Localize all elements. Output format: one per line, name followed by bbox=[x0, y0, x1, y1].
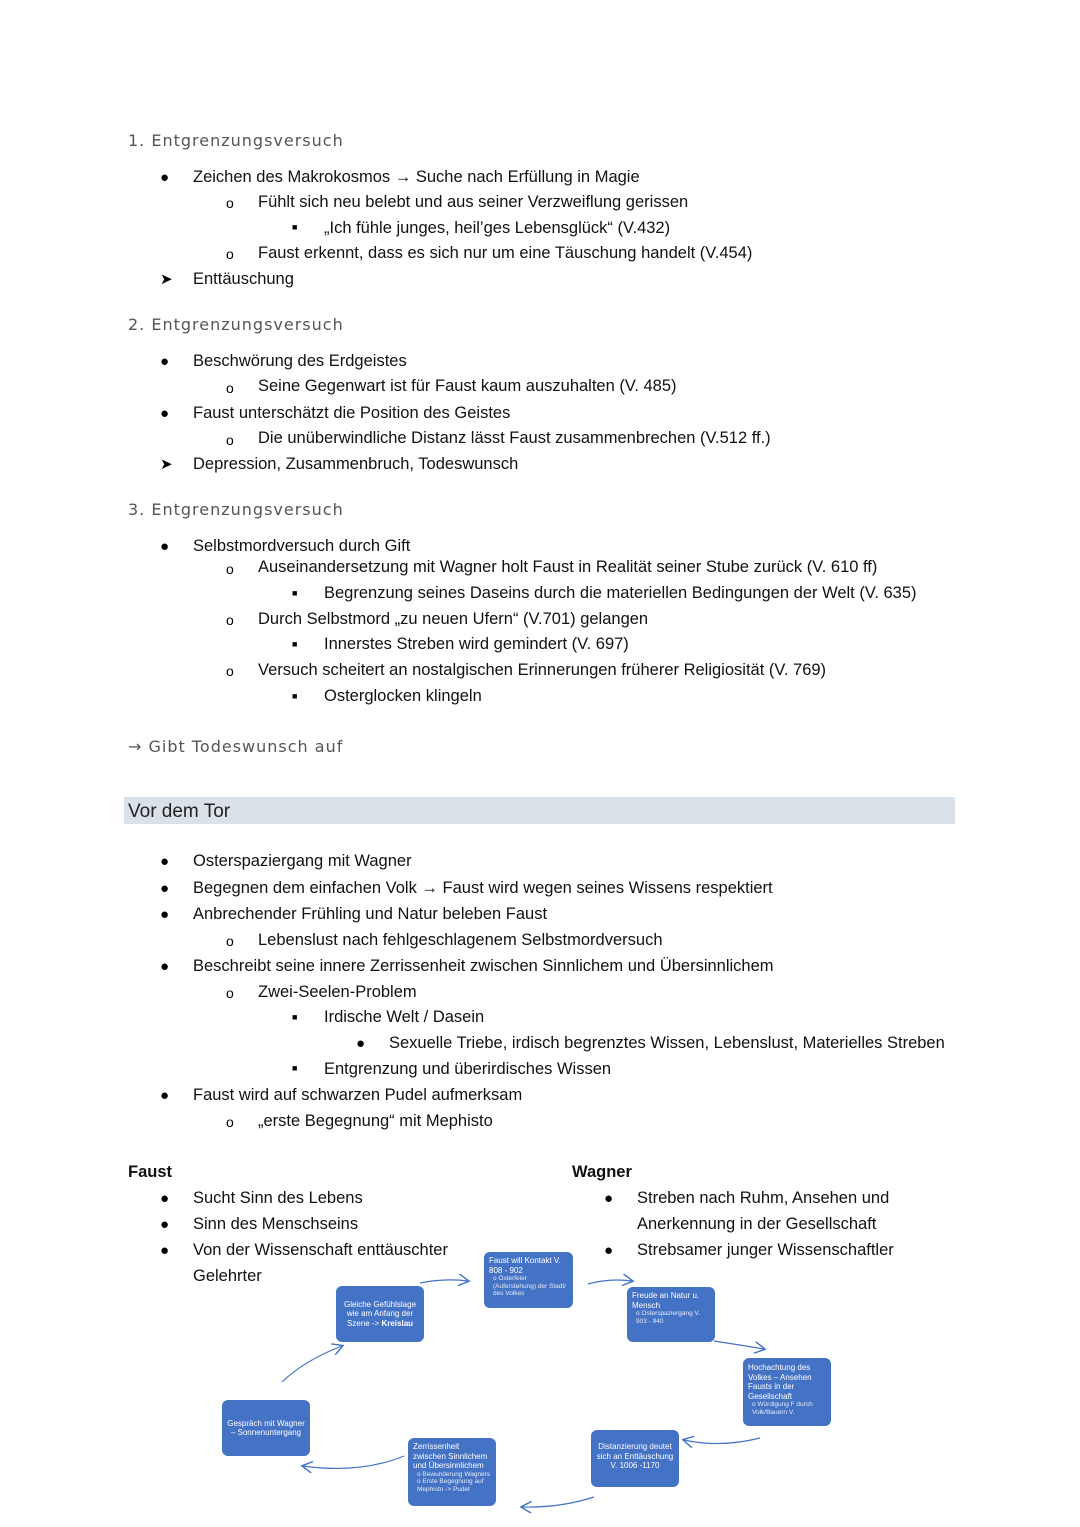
list-item: Zeichen des Makrokosmos → Suche nach Erfüllung in Magie bbox=[193, 168, 640, 186]
list-item: Osterglocken klingeln bbox=[324, 687, 482, 705]
list-item: Seine Gegenwart ist für Faust kaum auszuhalten (V. 485) bbox=[258, 377, 677, 395]
list-item: Enttäuschung bbox=[193, 270, 294, 288]
list-item: Durch Selbstmord „zu neuen Ufern“ (V.701) gelangen bbox=[258, 610, 649, 628]
list-item: Sinn des Menschseins bbox=[193, 1215, 359, 1233]
diagram-box-text: Gespräch mit Wagner – Sonnenuntergang bbox=[227, 1418, 305, 1437]
bullet-icon: ● bbox=[160, 169, 170, 186]
diagram-box-text: Faust will Kontakt V. 808 - 902 bbox=[489, 1256, 561, 1275]
list-item: Anbrechender Frühling und Natur beleben Faust bbox=[193, 905, 548, 923]
list-item-continued: Anerkennung in der Gesellschaft bbox=[637, 1215, 877, 1233]
list-item: Selbstmordversuch durch Gift bbox=[193, 537, 411, 555]
circle-bullet-icon: o bbox=[226, 933, 234, 949]
arrow-b2-b3 bbox=[420, 1280, 468, 1283]
diagram-box-subtext: o Erste Begegnung auf Mephisto -> Pudel bbox=[417, 1478, 484, 1493]
list-item: Zwei-Seelen-Problem bbox=[258, 983, 417, 1001]
circle-bullet-icon: o bbox=[226, 195, 234, 211]
arrow-bullet-icon: ➤ bbox=[160, 456, 173, 473]
diagram-box-subtext: o Osterspaziergang V. 903 - 940 bbox=[636, 1310, 701, 1325]
circle-bullet-icon: o bbox=[226, 1114, 234, 1130]
list-item: Beschwörung des Erdgeistes bbox=[193, 352, 407, 370]
list-item: Streben nach Ruhm, Ansehen und bbox=[637, 1189, 890, 1207]
bullet-icon: ● bbox=[160, 1087, 170, 1104]
list-item: Versuch scheitert an nostalgischen Erinnerungen früherer Religiosität (V. 769) bbox=[258, 661, 827, 679]
arrow-b6-b7 bbox=[522, 1497, 594, 1507]
bullet-icon: ● bbox=[160, 405, 170, 422]
circle-bullet-icon: o bbox=[226, 380, 234, 396]
arrow-b4-b5 bbox=[714, 1341, 764, 1349]
section1-heading: 1. Entgrenzungsversuch bbox=[128, 131, 344, 150]
arrow-b3-b4 bbox=[588, 1280, 632, 1284]
list-item: „erste Begegnung“ mit Mephisto bbox=[258, 1112, 493, 1130]
arrow-bullet-icon: ➤ bbox=[160, 271, 173, 288]
circle-bullet-icon: o bbox=[226, 432, 234, 448]
list-item: Von der Wissenschaft enttäuschter bbox=[193, 1241, 448, 1259]
list-item: Sucht Sinn des Lebens bbox=[193, 1189, 363, 1207]
list-item: Lebenslust nach fehlgeschlagenem Selbstmordversuch bbox=[258, 931, 663, 949]
bullet-icon: ● bbox=[160, 906, 170, 923]
circle-bullet-icon: o bbox=[226, 612, 234, 628]
faust-title: Faust bbox=[128, 1163, 173, 1181]
circle-bullet-icon: o bbox=[226, 663, 234, 679]
list-item: „Ich fühle junges, heil’ges Lebensglück“ (V.432) bbox=[324, 219, 671, 237]
bullet-icon: ● bbox=[160, 853, 170, 870]
bullet-icon: ● bbox=[160, 1190, 170, 1207]
square-bullet-icon: ■ bbox=[292, 1012, 298, 1022]
list-item: Faust wird auf schwarzen Pudel aufmerksam bbox=[193, 1086, 523, 1104]
bullet-icon: ● bbox=[160, 880, 170, 897]
diagram-box-zerrissenheit bbox=[408, 1438, 496, 1506]
diagram-box-subtext: o Osterfeier (Auferstehung) der Stadt/ des Volkes bbox=[493, 1275, 566, 1297]
bullet-icon: ● bbox=[160, 1242, 170, 1259]
diagram-box-distanzierung bbox=[591, 1430, 679, 1487]
diagram-box-text: Hochachtung des Volkes – Ansehen Fausts in der Gesellschaft bbox=[748, 1363, 812, 1401]
list-item-continued: Gelehrter bbox=[193, 1267, 262, 1285]
list-item: Die unüberwindliche Distanz lässt Faust zusammenbrechen (V.512 ff.) bbox=[258, 429, 771, 447]
circle-bullet-icon: o bbox=[226, 561, 234, 577]
bullet-icon: ● bbox=[160, 958, 170, 975]
arrow-b5-b6 bbox=[684, 1438, 760, 1444]
diagram-box-text: Zerrissenheit zwischen Sinnlichem und Übersinnlichem bbox=[413, 1442, 488, 1470]
diagram-box-subtext: o Würdigung F durch Volk/Bauern V. bbox=[752, 1401, 813, 1416]
diagram-box-hochachtung bbox=[743, 1358, 831, 1426]
diagram-box-text: Freude an Natur u. Mensch bbox=[632, 1291, 700, 1310]
bullet-icon: ● bbox=[160, 353, 170, 370]
square-bullet-icon: ■ bbox=[292, 588, 298, 598]
diagram-box-text: Distanzierung deutet sich an Enttäuschung V. 1006 -1170 bbox=[596, 1442, 674, 1470]
list-item: Irdische Welt / Dasein bbox=[324, 1008, 485, 1026]
diagram-box-kontakt bbox=[484, 1252, 573, 1308]
bullet-icon: ● bbox=[356, 1035, 366, 1052]
diagram-box-gefuehlslage bbox=[336, 1286, 424, 1342]
arrow-b1-b2 bbox=[282, 1346, 342, 1382]
square-bullet-icon: ■ bbox=[292, 639, 298, 649]
list-item: Faust unterschätzt die Position des Geistes bbox=[193, 404, 511, 422]
square-bullet-icon: ■ bbox=[292, 691, 298, 701]
conclusion-text: → Gibt Todeswunsch auf bbox=[128, 737, 344, 756]
list-item: Innerstes Streben wird gemindert (V. 697) bbox=[324, 635, 629, 653]
list-item: Beschreibt seine innere Zerrissenheit zwischen Sinnlichem und Übersinnlichem bbox=[193, 957, 774, 975]
section-title: Vor dem Tor bbox=[128, 801, 231, 822]
diagram-box-subtext: o Bewunderung Wagners bbox=[417, 1470, 491, 1478]
list-item: Begrenzung seines Daseins durch die materiellen Bedingungen der Welt (V. 635) bbox=[324, 584, 917, 602]
section3-heading: 3. Entgrenzungsversuch bbox=[128, 500, 344, 519]
bullet-icon: ● bbox=[604, 1190, 614, 1207]
list-item: Sexuelle Triebe, irdisch begrenztes Wissen, Lebenslust, Materielles Streben bbox=[389, 1034, 945, 1052]
diagram-box-freude bbox=[627, 1287, 715, 1342]
list-item: Osterspaziergang mit Wagner bbox=[193, 852, 412, 870]
circle-bullet-icon: o bbox=[226, 246, 234, 262]
list-item: Strebsamer junger Wissenschaftler bbox=[637, 1241, 894, 1259]
square-bullet-icon: ■ bbox=[292, 1063, 298, 1073]
list-item: Faust erkennt, dass es sich nur um eine Täuschung handelt (V.454) bbox=[258, 244, 753, 262]
diagram-box-text: Gleiche Gefühlslage wie am Anfang der Szene -> bbox=[343, 1299, 417, 1328]
list-item: Entgrenzung und überirdisches Wissen bbox=[324, 1060, 612, 1078]
square-bullet-icon: ■ bbox=[292, 222, 298, 232]
section2-heading: 2. Entgrenzungsversuch bbox=[128, 315, 344, 334]
bullet-icon: ● bbox=[160, 538, 170, 555]
circle-bullet-icon: o bbox=[226, 985, 234, 1001]
diagram-box-gespraech bbox=[222, 1400, 310, 1456]
bullet-icon: ● bbox=[160, 1216, 170, 1233]
arrow-b7-b1 bbox=[303, 1456, 404, 1468]
list-item: Auseinandersetzung mit Wagner holt Faust in Realität seiner Stube zurück (V. 610 ff) bbox=[258, 558, 878, 576]
list-item: Depression, Zusammenbruch, Todeswunsch bbox=[193, 455, 519, 473]
wagner-title: Wagner bbox=[572, 1163, 632, 1181]
list-item: Fühlt sich neu belebt und aus seiner Verzweiflung gerissen bbox=[258, 193, 689, 211]
bullet-icon: ● bbox=[604, 1242, 614, 1259]
list-item: Begegnen dem einfachen Volk → Faust wird wegen seines Wissens respektiert bbox=[193, 879, 773, 897]
diagram-box-text-bold: Kreislau bbox=[381, 1318, 414, 1328]
